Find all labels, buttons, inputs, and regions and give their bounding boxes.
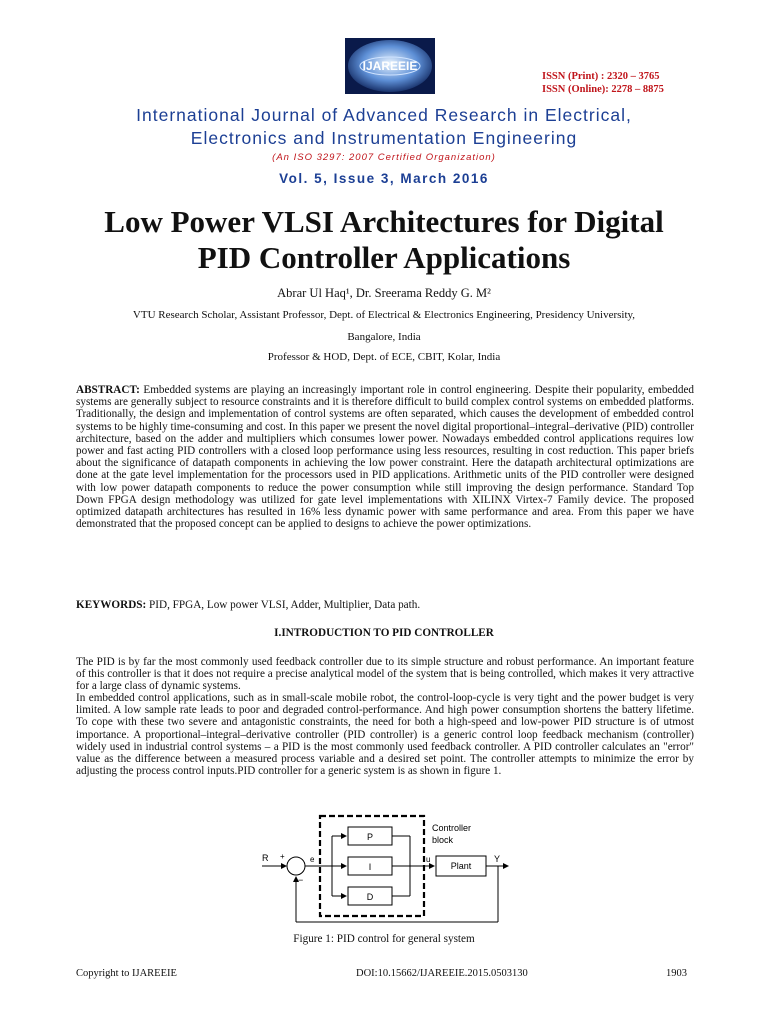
label-minus: −: [298, 875, 304, 885]
section-heading: I.INTRODUCTION TO PID CONTROLLER: [274, 627, 494, 639]
block-plant-label: Plant: [450, 861, 472, 871]
journal-logo: [345, 38, 435, 94]
abstract-label: ABSTRACT:: [76, 384, 140, 396]
footer-copyright: Copyright to IJAREEIE: [76, 968, 177, 979]
intro-paragraph-1: The PID is by far the most commonly used feedback controller due to its simple structure and robust performance. An important feature of this controller is that it does not require a precise analytical model of the system that is being controlled, which makes it very attractive for a large class of dynamic systems.: [76, 656, 694, 693]
pid-block-diagram: [258, 814, 510, 926]
controller-label-line1: Controller: [432, 823, 472, 833]
block-p-label: P: [366, 832, 374, 842]
journal-name-line2: Electronics and Instrumentation Engineering: [190, 128, 578, 148]
keywords-text: PID, FPGA, Low power VLSI, Adder, Multiplier, Data path.: [149, 599, 421, 611]
journal-name-line1: International Journal of Advanced Research in Electrical,: [136, 105, 632, 125]
abstract-text: Embedded systems are playing an increasingly important role in control engineering. Despite their popularity, embedded systems are generally subject to resource constraints and it is therefore difficult to build complex control systems on embedded platforms. Traditionally, the design and implementation of control systems are often separated, which causes the development of embedded control systems to be highly time-consuming and cost. In this paper we present the novel digital proportional–integral–derivative (PID) controller architecture, based on the adder and multipliers which consumes lower power. Nowadays embedded control applications requires low power and fast acting PID controllers with a closed loop performance using less resources, resulting in cost reduction. This paper briefs about the significance of datapath components in achieving the low power constraint. Here the datapath architectural optimizations are done at the gate level implementation for the processors used in PID applications. Arithmetic units of the PID controller were designed with low power datapath components to reduce the power consumption while still improving the design performance. Standard Top Down FPGA design methodology was utilized for gate level implementations with XILINX Virtex-7 Family device. The proposed optimized datapath architectures has resulted in 16% less dynamic power with same performance and area. From this paper we have demonstrated that the proposed concept can be applied to designs to achieve the power optimizations.: [76, 384, 695, 531]
label-y: Y: [494, 854, 501, 864]
affiliation-1-line1: VTU Research Scholar, Assistant Professor, Dept. of Electrical & Electronics Engineering, Presidency University,: [132, 309, 636, 321]
affiliation-2: Professor & HOD, Dept. of ECE, CBIT, Kolar, India: [267, 351, 501, 363]
issn-block: [542, 70, 664, 96]
intro-paragraph-2: In embedded control applications, such as in small-scale mobile robot, the control-loop-cycle is very tight and the power budget is very limited. A low sample rate leads to poor and degraded control-performance. And high power consumption shortens the battery lifetime. To cope with these two severe and antagonistic constraints, the need for both a high-speed and low-power PID structure is of utmost importance. A proportional–integral–derivative controller (PID controller) is a generic control loop feedback mechanism (controller) widely used in industrial control systems – a PID is the most commonly used feedback controller. A PID controller calculates an "error" value as the difference between a measured process variable and a desired set point. The controller attempts to minimize the error by adjusting the process control inputs.PID controller for a generic system is as shown in figure 1.: [76, 692, 694, 778]
authors: Abrar Ul Haq¹, Dr. Sreerama Reddy G. M²: [277, 286, 491, 300]
summing-junction: [287, 857, 305, 875]
label-r: R: [262, 853, 269, 863]
keywords: [76, 599, 694, 611]
label-plus: +: [280, 852, 285, 861]
block-i-label: I: [368, 862, 372, 872]
figure-caption: Figure 1: PID control for general system: [293, 933, 475, 945]
iso-certification: (An ISO 3297: 2007 Certified Organization): [272, 152, 496, 163]
issn-print: ISSN (Print) : 2320 – 3765: [542, 71, 660, 82]
controller-label-line2: block: [432, 835, 454, 845]
paper-title: [0, 204, 768, 276]
block-d-label: D: [366, 892, 374, 902]
paper-title-line1: Low Power VLSI Architectures for Digital: [104, 204, 664, 239]
volume-issue: Vol. 5, Issue 3, March 2016: [279, 171, 489, 186]
paper-title-line2: PID Controller Applications: [197, 240, 571, 275]
keywords-label: KEYWORDS:: [76, 599, 147, 611]
label-u: u: [426, 855, 431, 864]
footer-page-number: 1903: [666, 968, 687, 979]
affiliation-1-line2: Bangalore, India: [347, 331, 421, 343]
journal-name: [0, 104, 768, 150]
logo-text: IJAREEIE: [362, 59, 418, 73]
issn-online: ISSN (Online): 2278 – 8875: [542, 84, 664, 95]
label-e: e: [310, 855, 315, 864]
abstract: [76, 384, 694, 530]
footer-doi: DOI:10.15662/IJAREEIE.2015.0503130: [356, 968, 528, 979]
